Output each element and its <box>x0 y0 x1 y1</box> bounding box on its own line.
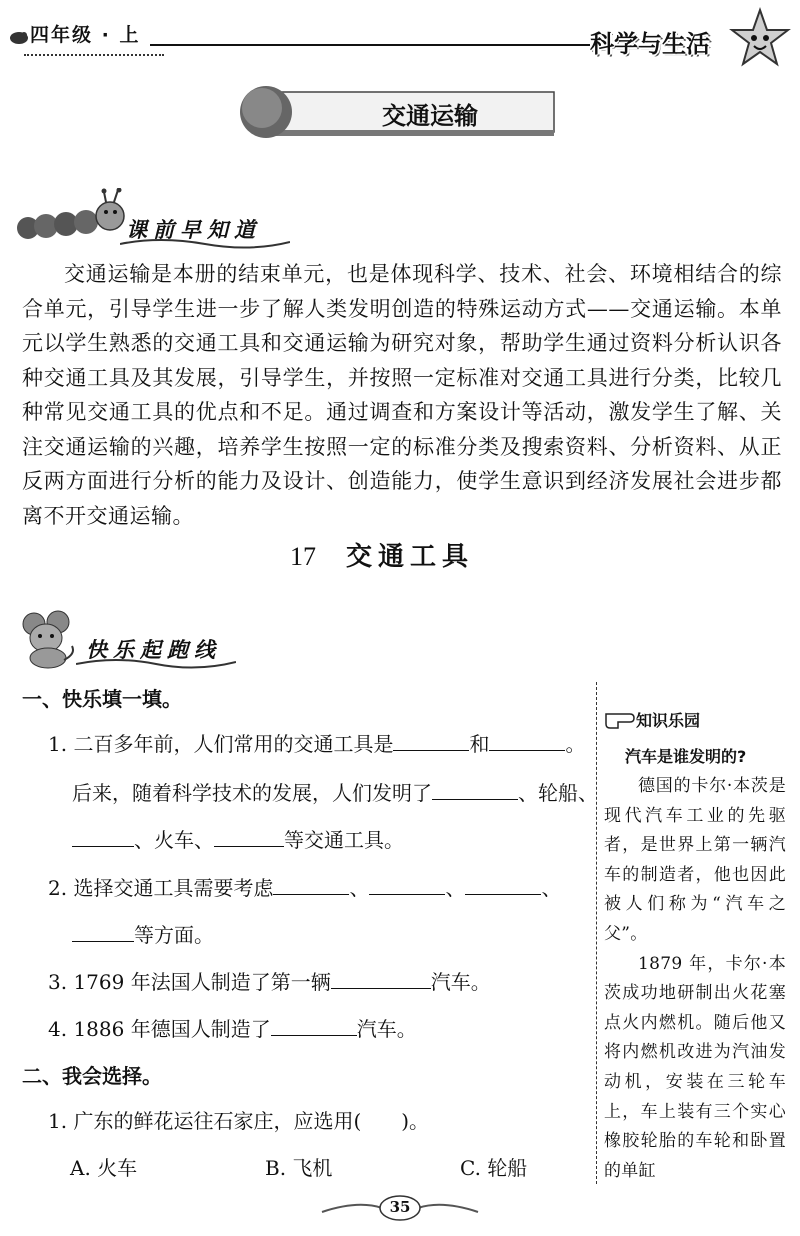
heading-underline <box>76 656 236 670</box>
question-text: 等方面。 <box>134 923 214 947</box>
question-2-line-2 <box>72 920 214 950</box>
question-text: 。 <box>565 732 586 756</box>
question-text: 后来，随着科学技术的发展，人们发明了 <box>72 781 432 805</box>
preview-text: 交通运输是本册的结束单元，也是体现科学、技术、社会、环境相结合的综合单元，引导学生进一步了解人类发明创造的特殊运动方式——交通运输。本单元以学生熟悉的交通工具和交通运输为研究对象，帮助学生通过资料分析认识各种交通工具及其发展，引导学生，并按照一定标准对交通工具进行分类，比较几种常见交通工具的优点和不足。通过调查和方案设计等活动，激发学生了解、关注交通运输的兴趣，培养学生按照一定的标准分类及搜索资料、分析资料、从正反两方面进行分析的能力及设计、创造能力，使学生意识到经济发展社会进步都离不开交通运输。 <box>22 262 782 528</box>
question-text: 等交通工具。 <box>284 828 404 852</box>
sidebar-title: 知识乐园 <box>636 711 701 730</box>
separator: 、 <box>541 876 562 900</box>
choice-question-1: 1. 广东的鲜花运往石家庄，应选用( )。 <box>48 1109 430 1133</box>
page-number: 35 <box>389 1198 411 1216</box>
question-text: 4. 1886 年德国人制造了 <box>48 1017 271 1041</box>
answer-blank[interactable] <box>432 779 518 800</box>
question-3 <box>48 967 491 997</box>
question-text: 汽车。 <box>356 1017 417 1041</box>
grade-label: 四年级 · 上 <box>30 24 141 46</box>
header-dotted-rule <box>24 54 164 56</box>
question-1-line-3 <box>72 825 404 855</box>
unit-title: 交通运输 <box>382 102 478 130</box>
practice-heading: 快乐起跑线 <box>86 638 221 662</box>
question-text: 1. 二百多年前，人们常用的交通工具是 <box>48 732 394 756</box>
question-2-line-1 <box>48 873 561 903</box>
answer-blank[interactable] <box>331 968 431 989</box>
preview-heading: 课前早知道 <box>126 218 261 242</box>
option-c[interactable]: C. 轮船 <box>460 1156 528 1180</box>
caterpillar-icon <box>14 188 132 252</box>
question-text: 、火车、 <box>134 828 214 852</box>
option-b[interactable]: B. 飞机 <box>265 1156 333 1180</box>
bird-icon <box>8 26 30 48</box>
answer-blank[interactable] <box>489 730 565 751</box>
question-4 <box>48 1014 417 1044</box>
lesson-number: 17 <box>290 542 316 571</box>
question-1-line-1 <box>48 729 585 759</box>
sidebar-subtitle: 汽车是谁发明的? <box>625 747 747 766</box>
answer-blank[interactable] <box>271 1015 357 1036</box>
answer-blank[interactable] <box>72 921 134 942</box>
answer-blank[interactable] <box>273 874 349 895</box>
sidebar-paragraph: 德国的卡尔·本茨是现代汽车工业的先驱者，是世界上第一辆汽车的制造者，他也因此被人们称为“汽车之父”。 <box>604 776 786 944</box>
sidebar-paragraph: 1879 年，卡尔·本茨成功地研制出火花塞点火内燃机。随后他又将内燃机改进为汽油发动机，安装在三轮车上，车上装有三个实心橡胶轮胎的车轮和卧置的单缸 <box>604 953 786 1181</box>
question-text: 2. 选择交通工具需要考虑 <box>48 876 274 900</box>
separator: 、 <box>349 876 370 900</box>
question-text: 汽车。 <box>430 970 491 994</box>
answer-blank[interactable] <box>393 730 469 751</box>
answer-blank[interactable] <box>214 826 284 847</box>
mouse-icon <box>18 610 80 670</box>
separator: 、 <box>445 876 466 900</box>
star-mascot-icon <box>728 6 792 70</box>
answer-blank[interactable] <box>465 874 541 895</box>
heading-underline <box>120 236 290 250</box>
answer-blank[interactable] <box>369 874 445 895</box>
answer-blank[interactable] <box>72 826 134 847</box>
option-a[interactable]: A. 火车 <box>70 1156 138 1180</box>
header-rule <box>150 44 590 46</box>
sidebar-divider <box>596 682 597 1184</box>
series-title: 科学与生活 <box>590 30 710 58</box>
question-1-line-2 <box>72 778 598 808</box>
question-text: 3. 1769 年法国人制造了第一辆 <box>48 970 331 994</box>
question-text: 和 <box>469 732 490 756</box>
lesson-name: 交通工具 <box>346 542 475 572</box>
sidebar-body <box>604 772 786 1186</box>
lesson-title <box>290 536 474 573</box>
section-fill-title: 一、快乐填一填。 <box>22 687 182 711</box>
question-text: 、轮船、 <box>518 781 598 805</box>
section-choice-title: 二、我会选择。 <box>22 1064 162 1088</box>
